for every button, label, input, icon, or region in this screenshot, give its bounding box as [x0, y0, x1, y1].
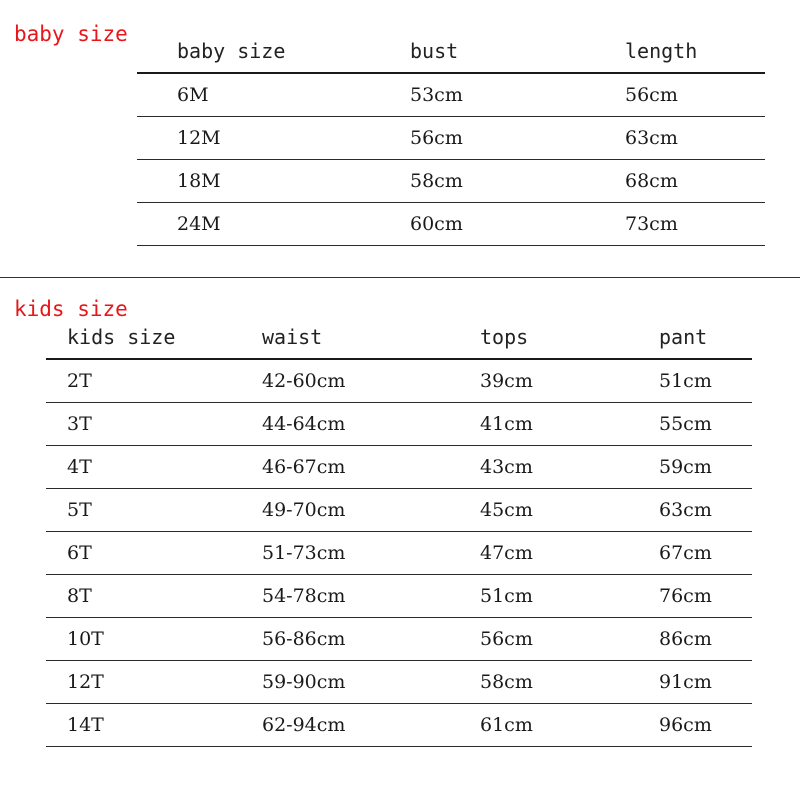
kids-waist-cell: 51-73cm — [262, 542, 346, 564]
kids-pant-cell: 76cm — [659, 585, 712, 607]
kids-size-cell: 14T — [67, 714, 104, 736]
table-row — [46, 618, 752, 661]
kids-header-waist: waist — [262, 325, 323, 349]
table-row — [46, 446, 752, 489]
kids-size-table — [46, 316, 752, 747]
table-row — [46, 360, 752, 403]
kids-tops-cell: 41cm — [480, 413, 533, 435]
kids-size-cell: 5T — [67, 499, 92, 521]
kids-waist-cell: 49-70cm — [262, 499, 346, 521]
baby-header-size: baby size — [177, 39, 286, 63]
kids-pant-cell: 86cm — [659, 628, 712, 650]
baby-bust-cell: 53cm — [410, 84, 463, 106]
baby-header-length: length — [625, 39, 698, 63]
baby-table-header-row — [137, 30, 765, 74]
kids-table-header-row — [46, 316, 752, 360]
kids-waist-cell: 62-94cm — [262, 714, 346, 736]
table-row — [46, 575, 752, 618]
section-divider — [0, 277, 800, 278]
table-row — [46, 661, 752, 704]
kids-tops-cell: 45cm — [480, 499, 533, 521]
table-row — [46, 403, 752, 446]
kids-tops-cell: 47cm — [480, 542, 533, 564]
kids-tops-cell: 56cm — [480, 628, 533, 650]
baby-length-cell: 68cm — [625, 170, 678, 192]
baby-length-cell: 73cm — [625, 213, 678, 235]
kids-header-size: kids size — [67, 325, 176, 349]
kids-waist-cell: 46-67cm — [262, 456, 346, 478]
kids-size-cell: 8T — [67, 585, 92, 607]
kids-size-section-label: kids size — [14, 297, 128, 321]
kids-pant-cell: 67cm — [659, 542, 712, 564]
kids-size-cell: 6T — [67, 542, 92, 564]
kids-pant-cell: 55cm — [659, 413, 712, 435]
baby-bust-cell: 60cm — [410, 213, 463, 235]
kids-waist-cell: 54-78cm — [262, 585, 346, 607]
kids-size-cell: 4T — [67, 456, 92, 478]
kids-header-pant: pant — [659, 325, 708, 349]
baby-bust-cell: 56cm — [410, 127, 463, 149]
baby-size-table — [137, 30, 765, 246]
kids-tops-cell: 39cm — [480, 370, 533, 392]
table-row — [137, 203, 765, 246]
baby-header-bust: bust — [410, 39, 459, 63]
baby-length-cell: 63cm — [625, 127, 678, 149]
kids-tops-cell: 51cm — [480, 585, 533, 607]
kids-header-tops: tops — [480, 325, 529, 349]
kids-waist-cell: 42-60cm — [262, 370, 346, 392]
baby-size-cell: 18M — [177, 170, 221, 192]
kids-pant-cell: 63cm — [659, 499, 712, 521]
kids-size-cell: 12T — [67, 671, 104, 693]
kids-waist-cell: 56-86cm — [262, 628, 346, 650]
kids-pant-cell: 96cm — [659, 714, 712, 736]
kids-tops-cell: 61cm — [480, 714, 533, 736]
kids-waist-cell: 59-90cm — [262, 671, 346, 693]
baby-bust-cell: 58cm — [410, 170, 463, 192]
kids-size-cell: 3T — [67, 413, 92, 435]
table-row — [46, 532, 752, 575]
baby-size-cell: 12M — [177, 127, 221, 149]
kids-pant-cell: 91cm — [659, 671, 712, 693]
baby-size-section-label: baby size — [14, 22, 128, 46]
table-row — [137, 160, 765, 203]
table-row — [137, 117, 765, 160]
kids-waist-cell: 44-64cm — [262, 413, 346, 435]
table-row — [137, 74, 765, 117]
baby-size-cell: 6M — [177, 84, 209, 106]
table-row — [46, 704, 752, 747]
kids-size-cell: 10T — [67, 628, 104, 650]
kids-pant-cell: 59cm — [659, 456, 712, 478]
baby-size-cell: 24M — [177, 213, 221, 235]
kids-size-cell: 2T — [67, 370, 92, 392]
kids-tops-cell: 58cm — [480, 671, 533, 693]
table-row — [46, 489, 752, 532]
baby-length-cell: 56cm — [625, 84, 678, 106]
kids-tops-cell: 43cm — [480, 456, 533, 478]
kids-pant-cell: 51cm — [659, 370, 712, 392]
